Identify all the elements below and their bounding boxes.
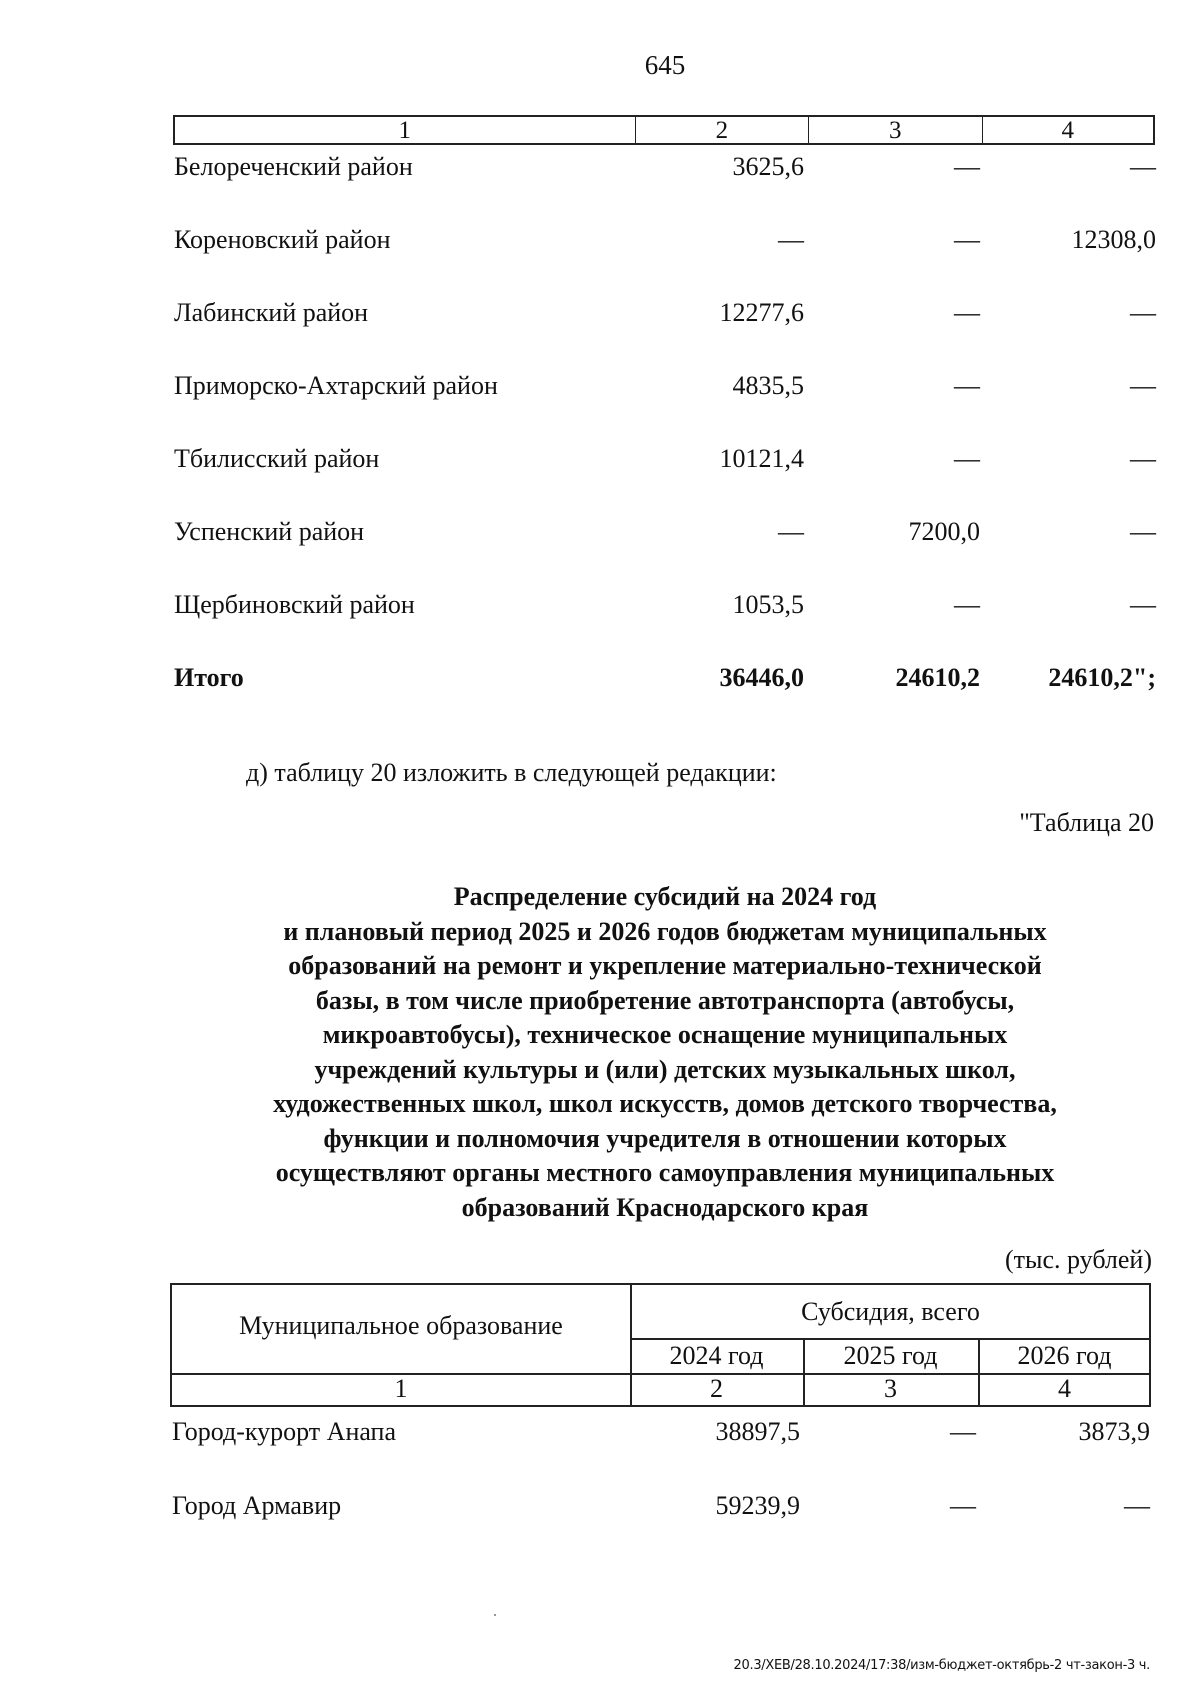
table-row [172, 1417, 1150, 1453]
row-value-2024: — [778, 225, 804, 254]
scan-speck [494, 1614, 496, 1616]
instruction-text: д) таблицу 20 изложить в следующей редакции: [246, 758, 777, 787]
row-value-2024: 38897,5 [715, 1417, 800, 1446]
row-value-2025: 7200,0 [908, 517, 980, 546]
row-value-2025: — [954, 152, 980, 181]
table19-header-col1: 1 [175, 117, 636, 143]
row-name: Лабинский район [174, 298, 369, 327]
table-row [174, 225, 1156, 261]
table19-header-col3: 3 [809, 117, 982, 143]
total-label: Итого [174, 663, 244, 692]
title-line: и плановый период 2025 и 2026 годов бюджетам муниципальных [283, 916, 1047, 946]
row-value-2025: — [950, 1417, 976, 1446]
row-value-2025: — [954, 444, 980, 473]
units-label: (тыс. рублей) [1004, 1245, 1152, 1274]
row-name: Город Армавир [172, 1491, 342, 1520]
col-header-municipality: Муниципальное образование [239, 1311, 563, 1340]
col-number-3: 3 [884, 1374, 897, 1403]
table-caption: "Таблица 20 [1019, 808, 1154, 837]
title-line: образований на ремонт и укрепление материально-технической [288, 951, 1042, 980]
page-number: 645 [644, 50, 686, 80]
row-value-2026: — [1130, 371, 1156, 400]
footer-code: 20.3/ХЕВ/28.10.2024/17:38/изм-бюджет-октябрь-2 чт-закон-3 ч. [733, 1658, 1150, 1673]
title-line: осуществляют органы местного самоуправления муниципальных [275, 1158, 1055, 1187]
row-value-2024: 12277,6 [719, 298, 804, 327]
row-value-2025: — [950, 1491, 976, 1520]
title-line: Распределение субсидий на 2024 год [453, 882, 877, 911]
row-name: Тбилисский район [174, 444, 380, 473]
row-value-2024: 59239,9 [715, 1491, 800, 1520]
table-row [174, 444, 1156, 480]
table-row [174, 590, 1156, 626]
divider [630, 1338, 1151, 1340]
table-row [174, 152, 1156, 188]
table-row [172, 1491, 1150, 1527]
row-value-2026: — [1130, 298, 1156, 327]
row-name: Приморско-Ахтарский район [174, 371, 498, 400]
col-number-4: 4 [1058, 1374, 1071, 1403]
table19-header [173, 115, 1155, 145]
row-value-2026: — [1130, 590, 1156, 619]
row-name: Кореновский район [174, 225, 391, 254]
row-name: Город-курорт Анапа [172, 1417, 397, 1446]
row-value-2025: — [954, 225, 980, 254]
row-value-2026: 3873,9 [1078, 1417, 1150, 1446]
row-name: Щербиновский район [174, 590, 415, 619]
col-header-2025: 2025 год [843, 1341, 938, 1370]
row-name: Успенский район [174, 517, 365, 546]
col-header-2024: 2024 год [669, 1341, 764, 1370]
table-row [174, 371, 1156, 407]
row-value-2025: — [954, 298, 980, 327]
title-line: базы, в том числе приобретение автотранспорта (автобусы, [315, 985, 1015, 1015]
total-row [174, 663, 1156, 699]
row-value-2024: — [778, 517, 804, 546]
total-value-2025: 24610,2 [895, 663, 980, 692]
table19-header-col2: 2 [636, 117, 809, 143]
col-number-1: 1 [394, 1374, 408, 1403]
row-value-2026: — [1130, 444, 1156, 473]
row-value-2024: 1053,5 [732, 590, 804, 619]
table-row [174, 298, 1156, 334]
row-name: Белореченский район [174, 152, 413, 181]
table20-header [170, 1283, 1151, 1407]
row-value-2024: 3625,6 [732, 152, 804, 181]
row-value-2025: — [954, 590, 980, 619]
row-value-2026: 12308,0 [1071, 225, 1156, 254]
row-value-2025: — [954, 371, 980, 400]
row-value-2024: 10121,4 [719, 444, 804, 473]
col-header-subsidy-total: Субсидия, всего [801, 1297, 980, 1326]
col-number-2: 2 [710, 1374, 723, 1403]
col-header-2026: 2026 год [1017, 1341, 1112, 1370]
title-line: учреждений культуры и (или) детских музыкальных школ, [314, 1054, 1016, 1084]
total-value-2024: 36446,0 [719, 663, 804, 692]
row-value-2026: — [1124, 1491, 1150, 1520]
title-line: художественных школ, школ искусств, домов детского творчества, [273, 1089, 1057, 1118]
title-line: образований Краснодарского края [461, 1192, 869, 1222]
title-line: микроавтобусы), техническое оснащение муниципальных [322, 1020, 1008, 1049]
row-value-2026: — [1130, 152, 1156, 181]
title-line: функции и полномочия учредителя в отношении которых [323, 1123, 1007, 1153]
table-row [174, 517, 1156, 553]
row-value-2026: — [1130, 517, 1156, 546]
table19-header-col4: 4 [1061, 117, 1074, 144]
row-value-2024: 4835,5 [732, 371, 804, 400]
total-value-2026: 24610,2"; [1048, 663, 1156, 692]
table-title [0, 880, 1200, 1225]
